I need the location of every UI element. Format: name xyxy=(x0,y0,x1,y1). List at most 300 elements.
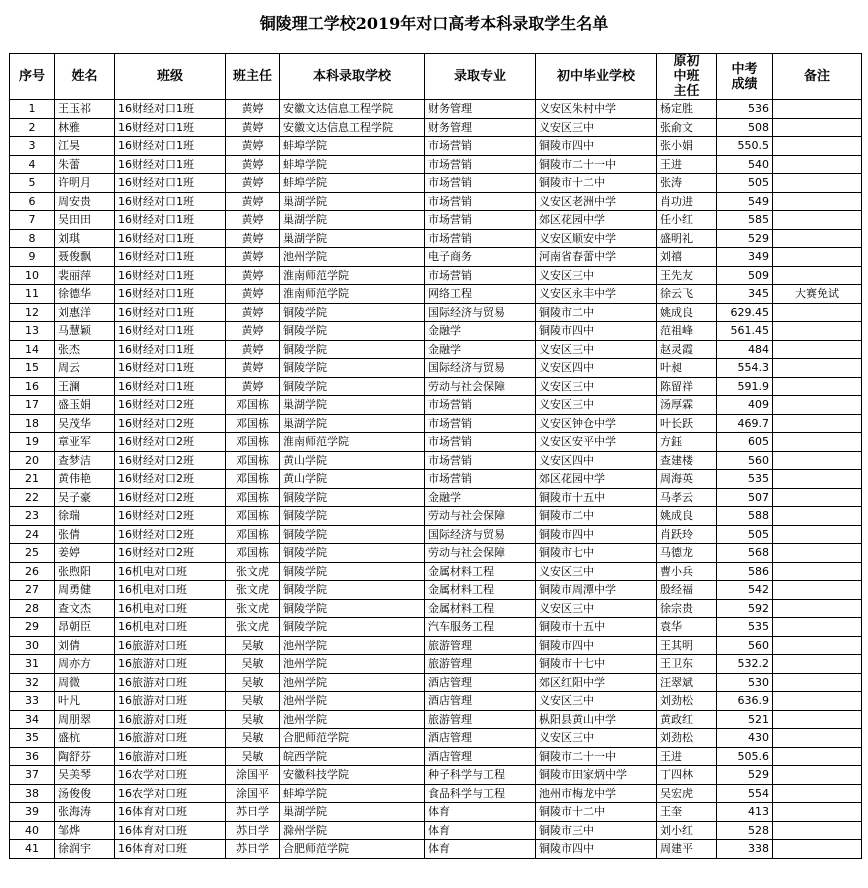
cell-score: 349 xyxy=(717,248,773,267)
cell-name: 王澜 xyxy=(55,377,115,396)
cell-index: 1 xyxy=(10,100,55,119)
cell-class: 16机电对口班 xyxy=(115,618,226,637)
table-row xyxy=(10,544,862,563)
cell-middle-school: 义安区三中 xyxy=(536,396,657,415)
header-former-teacher: 原初中班主任 xyxy=(657,54,717,100)
cell-major: 财务管理 xyxy=(425,118,536,137)
cell-score: 535 xyxy=(717,618,773,637)
cell-class: 16财经对口1班 xyxy=(115,359,226,378)
cell-former-teacher: 肖跃玲 xyxy=(657,525,717,544)
cell-major: 酒店管理 xyxy=(425,729,536,748)
cell-class: 16体育对口班 xyxy=(115,803,226,822)
cell-class: 16财经对口1班 xyxy=(115,211,226,230)
cell-former-teacher: 任小红 xyxy=(657,211,717,230)
cell-index: 36 xyxy=(10,747,55,766)
cell-remarks xyxy=(773,470,862,489)
cell-university: 池州学院 xyxy=(280,692,425,711)
cell-score: 554.3 xyxy=(717,359,773,378)
cell-score: 540 xyxy=(717,155,773,174)
cell-university: 巢湖学院 xyxy=(280,803,425,822)
cell-index: 21 xyxy=(10,470,55,489)
cell-former-teacher: 马德龙 xyxy=(657,544,717,563)
cell-university: 安徽文达信息工程学院 xyxy=(280,118,425,137)
cell-index: 39 xyxy=(10,803,55,822)
cell-major: 酒店管理 xyxy=(425,747,536,766)
cell-remarks xyxy=(773,396,862,415)
cell-major: 体育 xyxy=(425,803,536,822)
cell-former-teacher: 曹小兵 xyxy=(657,562,717,581)
cell-former-teacher: 徐宗贵 xyxy=(657,599,717,618)
cell-score: 560 xyxy=(717,636,773,655)
header-major: 录取专业 xyxy=(425,54,536,100)
cell-index: 14 xyxy=(10,340,55,359)
cell-major: 市场营销 xyxy=(425,414,536,433)
table-row xyxy=(10,174,862,193)
cell-major: 国际经济与贸易 xyxy=(425,525,536,544)
cell-head-teacher: 黄婷 xyxy=(226,155,280,174)
cell-remarks xyxy=(773,784,862,803)
header-class: 班级 xyxy=(115,54,226,100)
cell-class: 16旅游对口班 xyxy=(115,655,226,674)
table-row xyxy=(10,118,862,137)
table-row xyxy=(10,211,862,230)
cell-former-teacher: 张俞文 xyxy=(657,118,717,137)
cell-index: 22 xyxy=(10,488,55,507)
cell-index: 41 xyxy=(10,840,55,859)
cell-score: 605 xyxy=(717,433,773,452)
cell-middle-school: 义安区三中 xyxy=(536,377,657,396)
cell-name: 周微 xyxy=(55,673,115,692)
cell-name: 裴丽萍 xyxy=(55,266,115,285)
cell-head-teacher: 吴敏 xyxy=(226,655,280,674)
cell-name: 邹烨 xyxy=(55,821,115,840)
cell-university: 巢湖学院 xyxy=(280,396,425,415)
cell-former-teacher: 黄政红 xyxy=(657,710,717,729)
cell-major: 金属材料工程 xyxy=(425,562,536,581)
cell-class: 16财经对口2班 xyxy=(115,488,226,507)
cell-score: 528 xyxy=(717,821,773,840)
cell-name: 张煦阳 xyxy=(55,562,115,581)
cell-class: 16体育对口班 xyxy=(115,821,226,840)
cell-name: 王玉祁 xyxy=(55,100,115,119)
cell-former-teacher: 方鈺 xyxy=(657,433,717,452)
table-row xyxy=(10,618,862,637)
cell-remarks xyxy=(773,655,862,674)
cell-former-teacher: 刘劲松 xyxy=(657,692,717,711)
cell-former-teacher: 徐云飞 xyxy=(657,285,717,304)
cell-major: 金融学 xyxy=(425,322,536,341)
header-name: 姓名 xyxy=(55,54,115,100)
cell-university: 淮南师范学院 xyxy=(280,266,425,285)
cell-major: 市场营销 xyxy=(425,155,536,174)
cell-class: 16财经对口1班 xyxy=(115,137,226,156)
header-head-teacher: 班主任 xyxy=(226,54,280,100)
table-row xyxy=(10,414,862,433)
cell-name: 周安贵 xyxy=(55,192,115,211)
cell-index: 19 xyxy=(10,433,55,452)
cell-head-teacher: 吴敏 xyxy=(226,729,280,748)
cell-name: 查文杰 xyxy=(55,599,115,618)
cell-university: 铜陵学院 xyxy=(280,322,425,341)
cell-former-teacher: 王奎 xyxy=(657,803,717,822)
cell-head-teacher: 张文虎 xyxy=(226,562,280,581)
cell-remarks xyxy=(773,118,862,137)
cell-index: 20 xyxy=(10,451,55,470)
cell-university: 铜陵学院 xyxy=(280,544,425,563)
cell-index: 17 xyxy=(10,396,55,415)
cell-score: 505.6 xyxy=(717,747,773,766)
table-row xyxy=(10,248,862,267)
cell-university: 淮南师范学院 xyxy=(280,285,425,304)
cell-head-teacher: 吴敏 xyxy=(226,636,280,655)
cell-name: 黄伟艳 xyxy=(55,470,115,489)
cell-university: 淮南师范学院 xyxy=(280,433,425,452)
cell-former-teacher: 丁四林 xyxy=(657,766,717,785)
cell-former-teacher: 张涛 xyxy=(657,174,717,193)
cell-university: 滁州学院 xyxy=(280,821,425,840)
cell-remarks xyxy=(773,340,862,359)
cell-index: 6 xyxy=(10,192,55,211)
cell-former-teacher: 刘小红 xyxy=(657,821,717,840)
cell-remarks xyxy=(773,100,862,119)
cell-major: 市场营销 xyxy=(425,229,536,248)
cell-former-teacher: 王先友 xyxy=(657,266,717,285)
cell-head-teacher: 张文虎 xyxy=(226,599,280,618)
cell-major: 劳动与社会保障 xyxy=(425,377,536,396)
cell-major: 金属材料工程 xyxy=(425,581,536,600)
cell-class: 16财经对口2班 xyxy=(115,507,226,526)
cell-index: 12 xyxy=(10,303,55,322)
table-row xyxy=(10,766,862,785)
cell-major: 体育 xyxy=(425,840,536,859)
cell-middle-school: 义安区三中 xyxy=(536,266,657,285)
cell-head-teacher: 黄婷 xyxy=(226,248,280,267)
cell-former-teacher: 王其明 xyxy=(657,636,717,655)
cell-former-teacher: 陈留祥 xyxy=(657,377,717,396)
cell-class: 16财经对口1班 xyxy=(115,100,226,119)
cell-head-teacher: 邓国栋 xyxy=(226,451,280,470)
cell-remarks xyxy=(773,562,862,581)
cell-score: 338 xyxy=(717,840,773,859)
cell-head-teacher: 邓国栋 xyxy=(226,396,280,415)
table-row xyxy=(10,322,862,341)
cell-middle-school: 义安区三中 xyxy=(536,729,657,748)
cell-name: 马慧颖 xyxy=(55,322,115,341)
cell-middle-school: 铜陵市四中 xyxy=(536,322,657,341)
table-body xyxy=(10,100,862,859)
cell-class: 16财经对口1班 xyxy=(115,192,226,211)
cell-name: 盛杭 xyxy=(55,729,115,748)
cell-score: 550.5 xyxy=(717,137,773,156)
cell-university: 铜陵学院 xyxy=(280,525,425,544)
cell-former-teacher: 杨定胜 xyxy=(657,100,717,119)
cell-head-teacher: 黄婷 xyxy=(226,359,280,378)
cell-name: 江昊 xyxy=(55,137,115,156)
cell-major: 汽车服务工程 xyxy=(425,618,536,637)
cell-class: 16财经对口1班 xyxy=(115,155,226,174)
table-header-row xyxy=(10,54,862,100)
cell-score: 413 xyxy=(717,803,773,822)
table-row xyxy=(10,710,862,729)
cell-remarks xyxy=(773,229,862,248)
cell-university: 池州学院 xyxy=(280,655,425,674)
cell-class: 16财经对口1班 xyxy=(115,285,226,304)
cell-head-teacher: 张文虎 xyxy=(226,618,280,637)
cell-former-teacher: 叶昶 xyxy=(657,359,717,378)
cell-former-teacher: 刘劲松 xyxy=(657,729,717,748)
cell-remarks xyxy=(773,618,862,637)
cell-class: 16机电对口班 xyxy=(115,562,226,581)
cell-major: 劳动与社会保障 xyxy=(425,507,536,526)
cell-index: 24 xyxy=(10,525,55,544)
cell-middle-school: 铜陵市十二中 xyxy=(536,803,657,822)
cell-name: 徐德华 xyxy=(55,285,115,304)
table-row xyxy=(10,285,862,304)
cell-name: 昂朝臣 xyxy=(55,618,115,637)
table-row xyxy=(10,673,862,692)
table-row xyxy=(10,451,862,470)
cell-class: 16财经对口1班 xyxy=(115,322,226,341)
cell-score: 585 xyxy=(717,211,773,230)
cell-remarks xyxy=(773,433,862,452)
cell-class: 16旅游对口班 xyxy=(115,673,226,692)
cell-middle-school: 河南省春蕾中学 xyxy=(536,248,657,267)
cell-index: 4 xyxy=(10,155,55,174)
cell-score: 560 xyxy=(717,451,773,470)
cell-former-teacher: 王进 xyxy=(657,155,717,174)
cell-university: 铜陵学院 xyxy=(280,303,425,322)
cell-class: 16机电对口班 xyxy=(115,599,226,618)
cell-head-teacher: 邓国栋 xyxy=(226,507,280,526)
table-row xyxy=(10,803,862,822)
cell-former-teacher: 周建平 xyxy=(657,840,717,859)
cell-major: 国际经济与贸易 xyxy=(425,359,536,378)
cell-middle-school: 铜陵市二十一中 xyxy=(536,155,657,174)
cell-index: 29 xyxy=(10,618,55,637)
cell-university: 铜陵学院 xyxy=(280,562,425,581)
cell-score: 521 xyxy=(717,710,773,729)
cell-class: 16农学对口班 xyxy=(115,784,226,803)
cell-index: 11 xyxy=(10,285,55,304)
cell-remarks xyxy=(773,525,862,544)
cell-middle-school: 铜陵市七中 xyxy=(536,544,657,563)
cell-remarks xyxy=(773,192,862,211)
cell-index: 31 xyxy=(10,655,55,674)
cell-name: 汤俊俊 xyxy=(55,784,115,803)
cell-major: 酒店管理 xyxy=(425,692,536,711)
cell-middle-school: 铜陵市四中 xyxy=(536,636,657,655)
cell-score: 505 xyxy=(717,525,773,544)
cell-score: 484 xyxy=(717,340,773,359)
cell-name: 张杰 xyxy=(55,340,115,359)
cell-head-teacher: 黄婷 xyxy=(226,211,280,230)
cell-remarks xyxy=(773,581,862,600)
cell-middle-school: 铜陵市三中 xyxy=(536,821,657,840)
cell-head-teacher: 苏日学 xyxy=(226,803,280,822)
table-row xyxy=(10,747,862,766)
cell-name: 盛玉娟 xyxy=(55,396,115,415)
cell-university: 巢湖学院 xyxy=(280,414,425,433)
cell-major: 市场营销 xyxy=(425,174,536,193)
cell-score: 636.9 xyxy=(717,692,773,711)
cell-middle-school: 铜陵市四中 xyxy=(536,840,657,859)
cell-remarks xyxy=(773,248,862,267)
cell-remarks xyxy=(773,821,862,840)
cell-head-teacher: 黄婷 xyxy=(226,340,280,359)
cell-middle-school: 铜陵市十五中 xyxy=(536,618,657,637)
cell-head-teacher: 吴敏 xyxy=(226,710,280,729)
cell-middle-school: 铜陵市二十一中 xyxy=(536,747,657,766)
cell-name: 陶舒芬 xyxy=(55,747,115,766)
cell-university: 铜陵学院 xyxy=(280,488,425,507)
cell-remarks xyxy=(773,747,862,766)
cell-major: 旅游管理 xyxy=(425,710,536,729)
cell-class: 16旅游对口班 xyxy=(115,692,226,711)
cell-name: 吴田田 xyxy=(55,211,115,230)
table-row xyxy=(10,525,862,544)
header-exam-score: 中考成绩 xyxy=(717,54,773,100)
cell-middle-school: 铜陵市周潭中学 xyxy=(536,581,657,600)
cell-university: 池州学院 xyxy=(280,248,425,267)
cell-middle-school: 铜陵市田家炳中学 xyxy=(536,766,657,785)
cell-university: 铜陵学院 xyxy=(280,507,425,526)
cell-class: 16旅游对口班 xyxy=(115,729,226,748)
cell-middle-school: 义安区三中 xyxy=(536,692,657,711)
header-index: 序号 xyxy=(10,54,55,100)
table-row xyxy=(10,100,862,119)
cell-remarks xyxy=(773,673,862,692)
cell-score: 508 xyxy=(717,118,773,137)
cell-middle-school: 义安区顺安中学 xyxy=(536,229,657,248)
cell-middle-school: 义安区永丰中学 xyxy=(536,285,657,304)
cell-score: 507 xyxy=(717,488,773,507)
cell-score: 430 xyxy=(717,729,773,748)
cell-class: 16财经对口1班 xyxy=(115,340,226,359)
cell-index: 8 xyxy=(10,229,55,248)
cell-head-teacher: 黄婷 xyxy=(226,266,280,285)
cell-major: 劳动与社会保障 xyxy=(425,544,536,563)
table-row xyxy=(10,137,862,156)
cell-middle-school: 义安区朱村中学 xyxy=(536,100,657,119)
cell-major: 旅游管理 xyxy=(425,655,536,674)
cell-score: 561.45 xyxy=(717,322,773,341)
cell-middle-school: 义安区三中 xyxy=(536,118,657,137)
cell-score: 568 xyxy=(717,544,773,563)
cell-middle-school: 铜陵市二中 xyxy=(536,507,657,526)
cell-major: 食品科学与工程 xyxy=(425,784,536,803)
cell-index: 18 xyxy=(10,414,55,433)
cell-head-teacher: 涂国平 xyxy=(226,766,280,785)
cell-major: 电子商务 xyxy=(425,248,536,267)
cell-index: 16 xyxy=(10,377,55,396)
cell-head-teacher: 黄婷 xyxy=(226,174,280,193)
cell-major: 金融学 xyxy=(425,340,536,359)
cell-head-teacher: 吴敏 xyxy=(226,747,280,766)
cell-remarks xyxy=(773,729,862,748)
cell-remarks xyxy=(773,710,862,729)
cell-major: 国际经济与贸易 xyxy=(425,303,536,322)
cell-remarks xyxy=(773,414,862,433)
cell-remarks xyxy=(773,451,862,470)
cell-remarks xyxy=(773,303,862,322)
cell-head-teacher: 黄婷 xyxy=(226,377,280,396)
cell-name: 查梦洁 xyxy=(55,451,115,470)
cell-remarks xyxy=(773,377,862,396)
table-row xyxy=(10,433,862,452)
cell-remarks xyxy=(773,766,862,785)
cell-remarks: 大赛免试 xyxy=(773,285,862,304)
cell-middle-school: 池州市梅龙中学 xyxy=(536,784,657,803)
cell-score: 629.45 xyxy=(717,303,773,322)
cell-index: 30 xyxy=(10,636,55,655)
table-row xyxy=(10,784,862,803)
cell-score: 532.2 xyxy=(717,655,773,674)
cell-index: 37 xyxy=(10,766,55,785)
cell-major: 市场营销 xyxy=(425,137,536,156)
cell-class: 16财经对口1班 xyxy=(115,248,226,267)
cell-name: 叶凡 xyxy=(55,692,115,711)
cell-remarks xyxy=(773,803,862,822)
cell-middle-school: 义安区四中 xyxy=(536,451,657,470)
table-row xyxy=(10,692,862,711)
cell-head-teacher: 黄婷 xyxy=(226,100,280,119)
cell-major: 种子科学与工程 xyxy=(425,766,536,785)
cell-score: 554 xyxy=(717,784,773,803)
cell-major: 市场营销 xyxy=(425,266,536,285)
cell-index: 28 xyxy=(10,599,55,618)
cell-former-teacher: 马孝云 xyxy=(657,488,717,507)
table-row xyxy=(10,229,862,248)
cell-former-teacher: 姚成良 xyxy=(657,303,717,322)
cell-university: 巢湖学院 xyxy=(280,229,425,248)
cell-middle-school: 枞阳县黄山中学 xyxy=(536,710,657,729)
cell-middle-school: 义安区三中 xyxy=(536,599,657,618)
cell-university: 蚌埠学院 xyxy=(280,174,425,193)
cell-name: 徐润宇 xyxy=(55,840,115,859)
cell-remarks xyxy=(773,544,862,563)
page-title: 铜陵理工学校2019年对口高考本科录取学生名单 xyxy=(259,14,609,33)
cell-remarks xyxy=(773,840,862,859)
cell-major: 旅游管理 xyxy=(425,636,536,655)
cell-class: 16财经对口1班 xyxy=(115,229,226,248)
table-row xyxy=(10,340,862,359)
cell-name: 周亦方 xyxy=(55,655,115,674)
cell-former-teacher: 周海英 xyxy=(657,470,717,489)
cell-university: 铜陵学院 xyxy=(280,581,425,600)
cell-head-teacher: 邓国栋 xyxy=(226,470,280,489)
cell-index: 7 xyxy=(10,211,55,230)
cell-major: 市场营销 xyxy=(425,211,536,230)
cell-remarks xyxy=(773,488,862,507)
cell-former-teacher: 查建楼 xyxy=(657,451,717,470)
cell-university: 池州学院 xyxy=(280,710,425,729)
cell-former-teacher: 肖功进 xyxy=(657,192,717,211)
table-row xyxy=(10,359,862,378)
cell-major: 市场营销 xyxy=(425,433,536,452)
cell-name: 张倩 xyxy=(55,525,115,544)
cell-middle-school: 铜陵市二中 xyxy=(536,303,657,322)
cell-score: 469.7 xyxy=(717,414,773,433)
cell-major: 网络工程 xyxy=(425,285,536,304)
cell-middle-school: 铜陵市十七中 xyxy=(536,655,657,674)
cell-class: 16体育对口班 xyxy=(115,840,226,859)
cell-former-teacher: 殷经福 xyxy=(657,581,717,600)
cell-score: 542 xyxy=(717,581,773,600)
cell-index: 38 xyxy=(10,784,55,803)
table-row xyxy=(10,155,862,174)
cell-score: 345 xyxy=(717,285,773,304)
cell-university: 黄山学院 xyxy=(280,451,425,470)
